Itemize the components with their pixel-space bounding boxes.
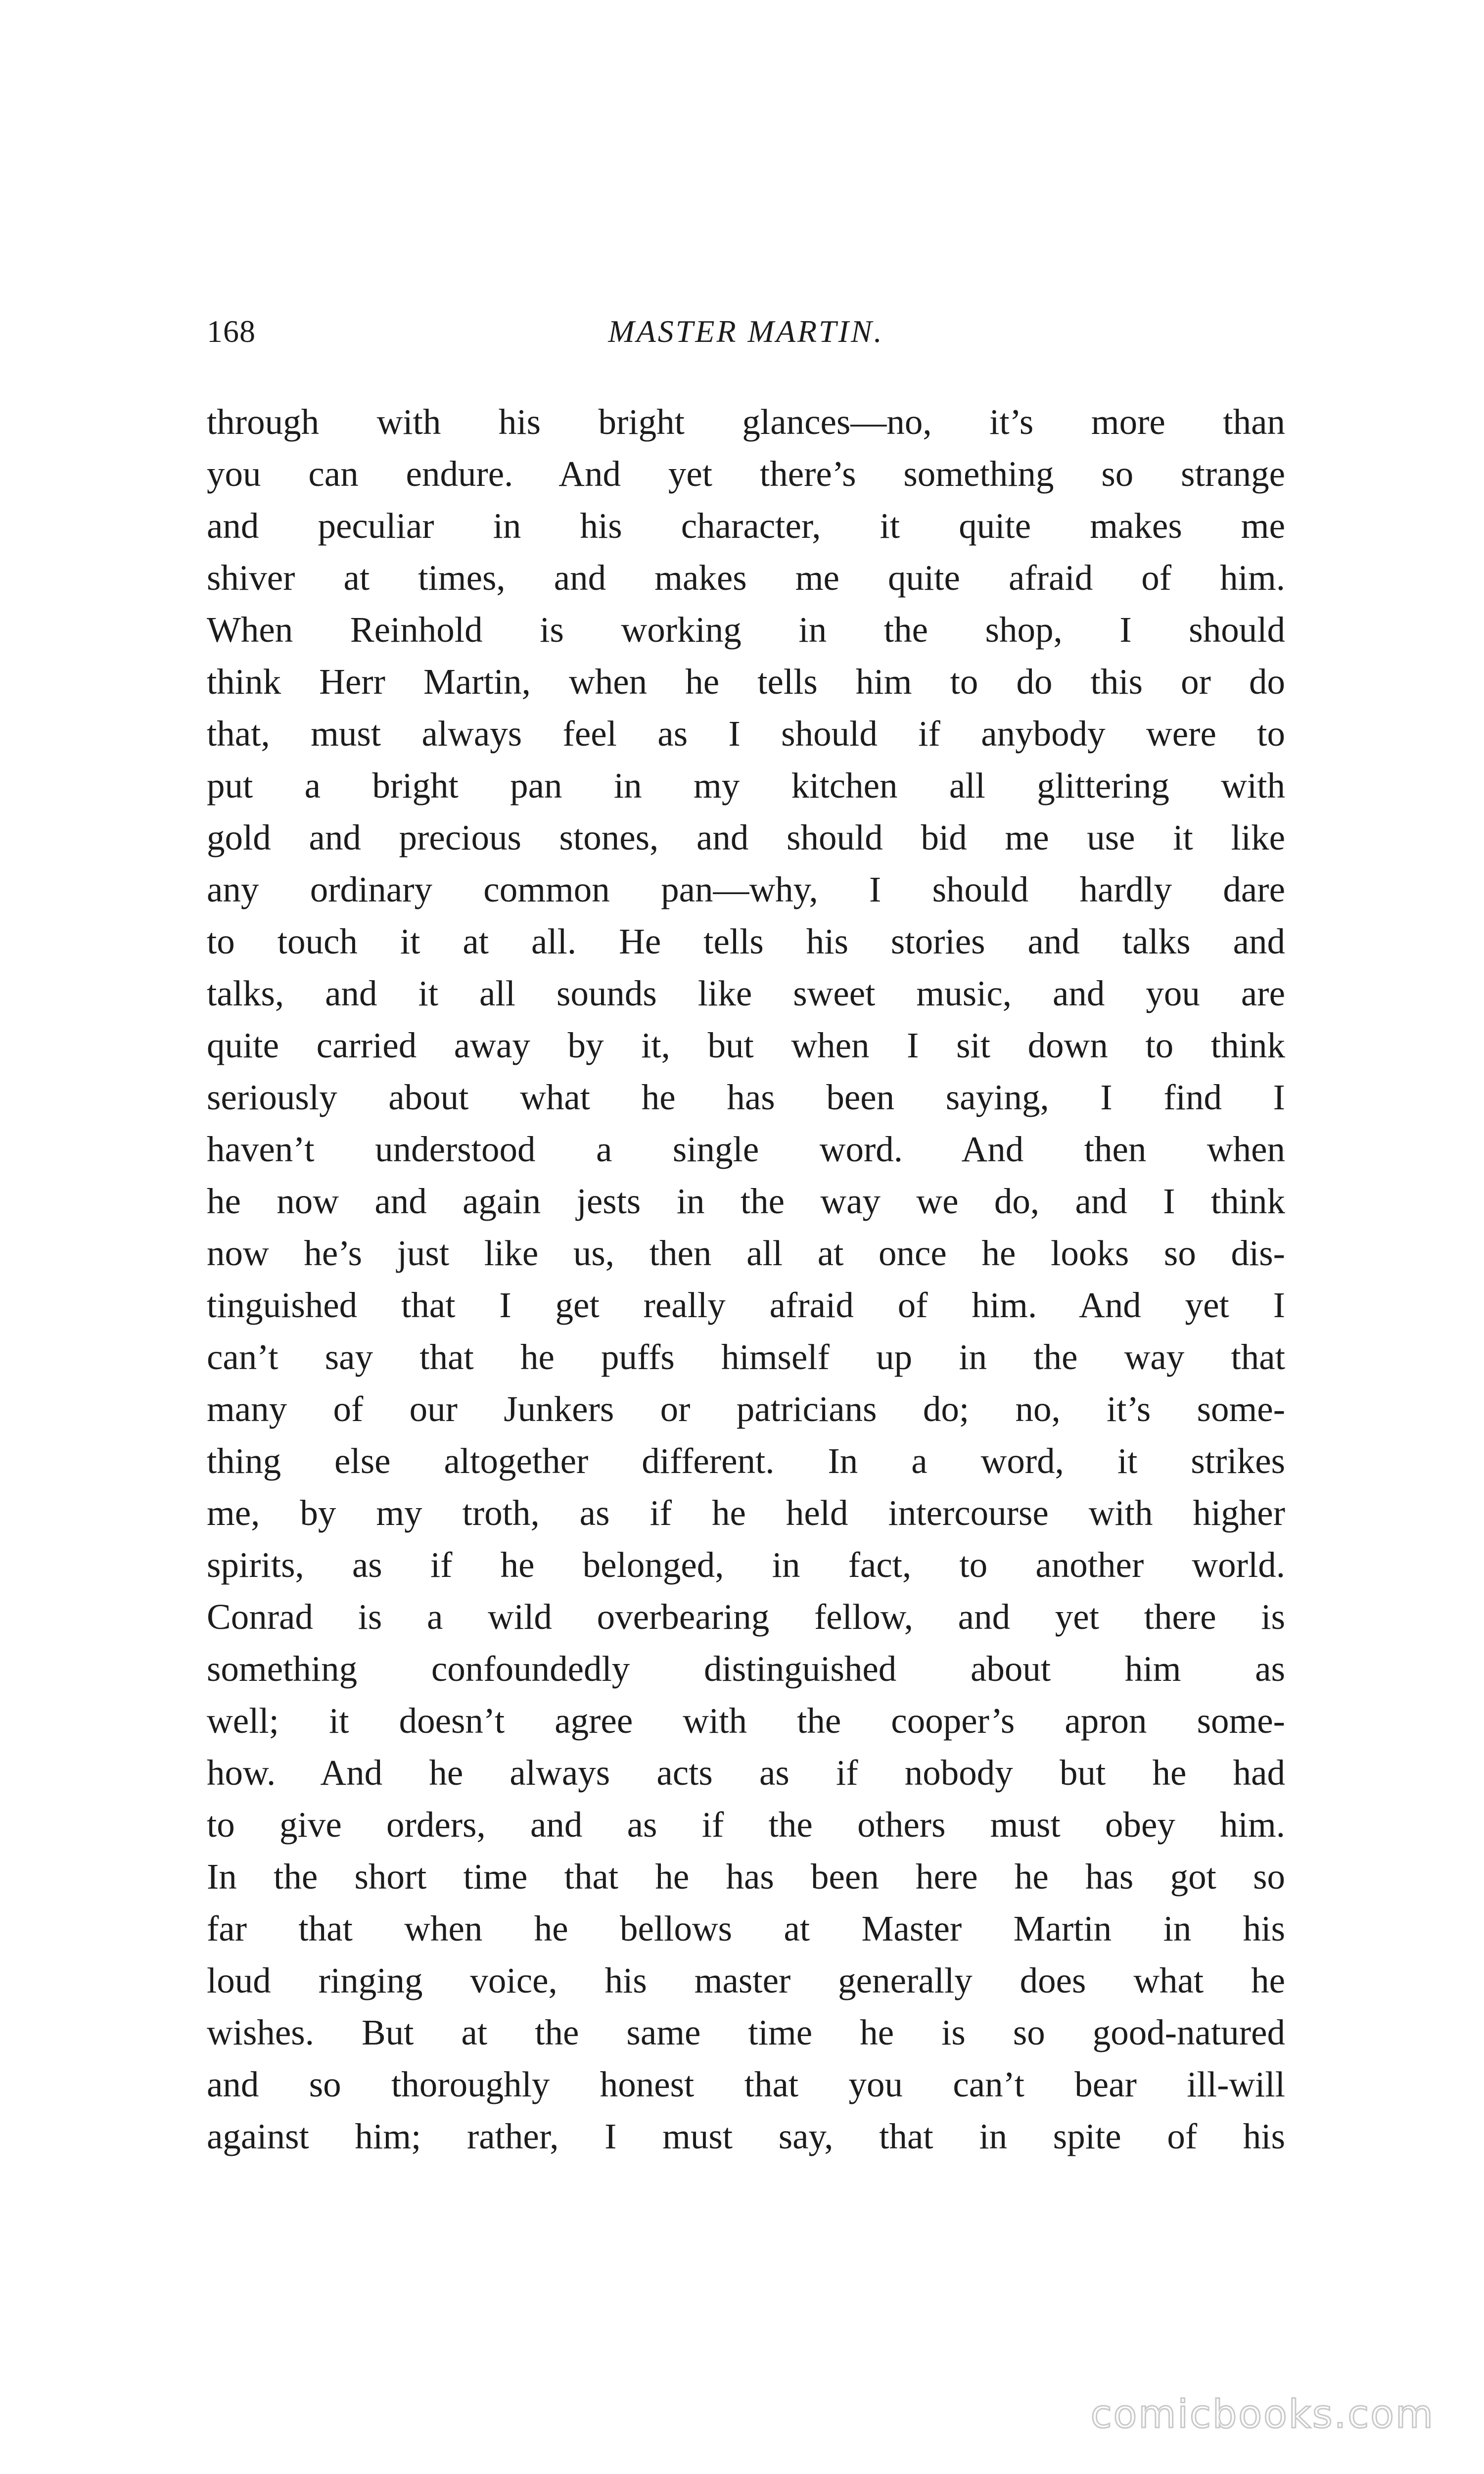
text-line: spirits, as if he belonged, in fact, to another world. (207, 1545, 1285, 1585)
text-line: talks, and it all sounds like sweet music, and you are (207, 973, 1285, 1013)
page-number: 168 (207, 314, 256, 349)
text-line: wishes. But at the same time he is so good-natured (207, 2012, 1285, 2052)
text-line: through with his bright glances—no, it’s more than (207, 402, 1285, 442)
text-line: me, by my troth, as if he held intercourse with higher (207, 1493, 1285, 1533)
text-line: shiver at times, and makes me quite afraid of him. (207, 558, 1285, 598)
text-line: to give orders, and as if the others must obey him. (207, 1805, 1285, 1845)
text-line: In the short time that he has been here he has got so (207, 1856, 1285, 1897)
text-line: When Reinhold is working in the shop, I should (207, 610, 1285, 650)
text-line: tinguished that I get really afraid of him. And yet I (207, 1285, 1285, 1325)
text-line: to touch it at all. He tells his stories and talks and (207, 921, 1285, 961)
text-line: put a bright pan in my kitchen all glittering with (207, 765, 1285, 806)
body-text (207, 396, 1285, 2162)
text-line: far that when he bellows at Master Martin in his (207, 1908, 1285, 1949)
watermark: comicbooks.com (1090, 2392, 1435, 2437)
text-line: how. And he always acts as if nobody but he had (207, 1753, 1285, 1793)
text-line: now he’s just like us, then all at once he looks so dis- (207, 1233, 1285, 1273)
page-header (207, 302, 1285, 361)
text-line: he now and again jests in the way we do, and I think (207, 1181, 1285, 1221)
text-line: any ordinary common pan—why, I should hardly dare (207, 869, 1285, 909)
text-line: gold and precious stones, and should bid me use it like (207, 817, 1285, 857)
text-line: quite carried away by it, but when I sit down to think (207, 1025, 1285, 1065)
text-line: that, must always feel as I should if anybody were to (207, 714, 1285, 754)
text-line: many of our Junkers or patricians do; no, it’s some- (207, 1389, 1285, 1429)
text-line: Conrad is a wild overbearing fellow, and yet there is (207, 1597, 1285, 1637)
text-line: and so thoroughly honest that you can’t bear ill-will (207, 2064, 1285, 2104)
running-head: MASTER MARTIN. (608, 314, 884, 349)
text-line: loud ringing voice, his master generally does what he (207, 1960, 1285, 2000)
text-line: something confoundedly distinguished about him as (207, 1649, 1285, 1689)
text-line: seriously about what he has been saying, I find I (207, 1077, 1285, 1117)
text-line: and peculiar in his character, it quite makes me (207, 506, 1285, 546)
text-line: thing else altogether different. In a word, it strikes (207, 1441, 1285, 1481)
text-line: well; it doesn’t agree with the cooper’s apron some- (207, 1701, 1285, 1741)
text-line: against him; rather, I must say, that in spite of his (207, 2116, 1285, 2156)
text-line: you can endure. And yet there’s something so strange (207, 454, 1285, 494)
text-line: think Herr Martin, when he tells him to do this or do (207, 662, 1285, 702)
text-line: can’t say that he puffs himself up in the way that (207, 1337, 1285, 1377)
text-line: haven’t understood a single word. And then when (207, 1129, 1285, 1169)
